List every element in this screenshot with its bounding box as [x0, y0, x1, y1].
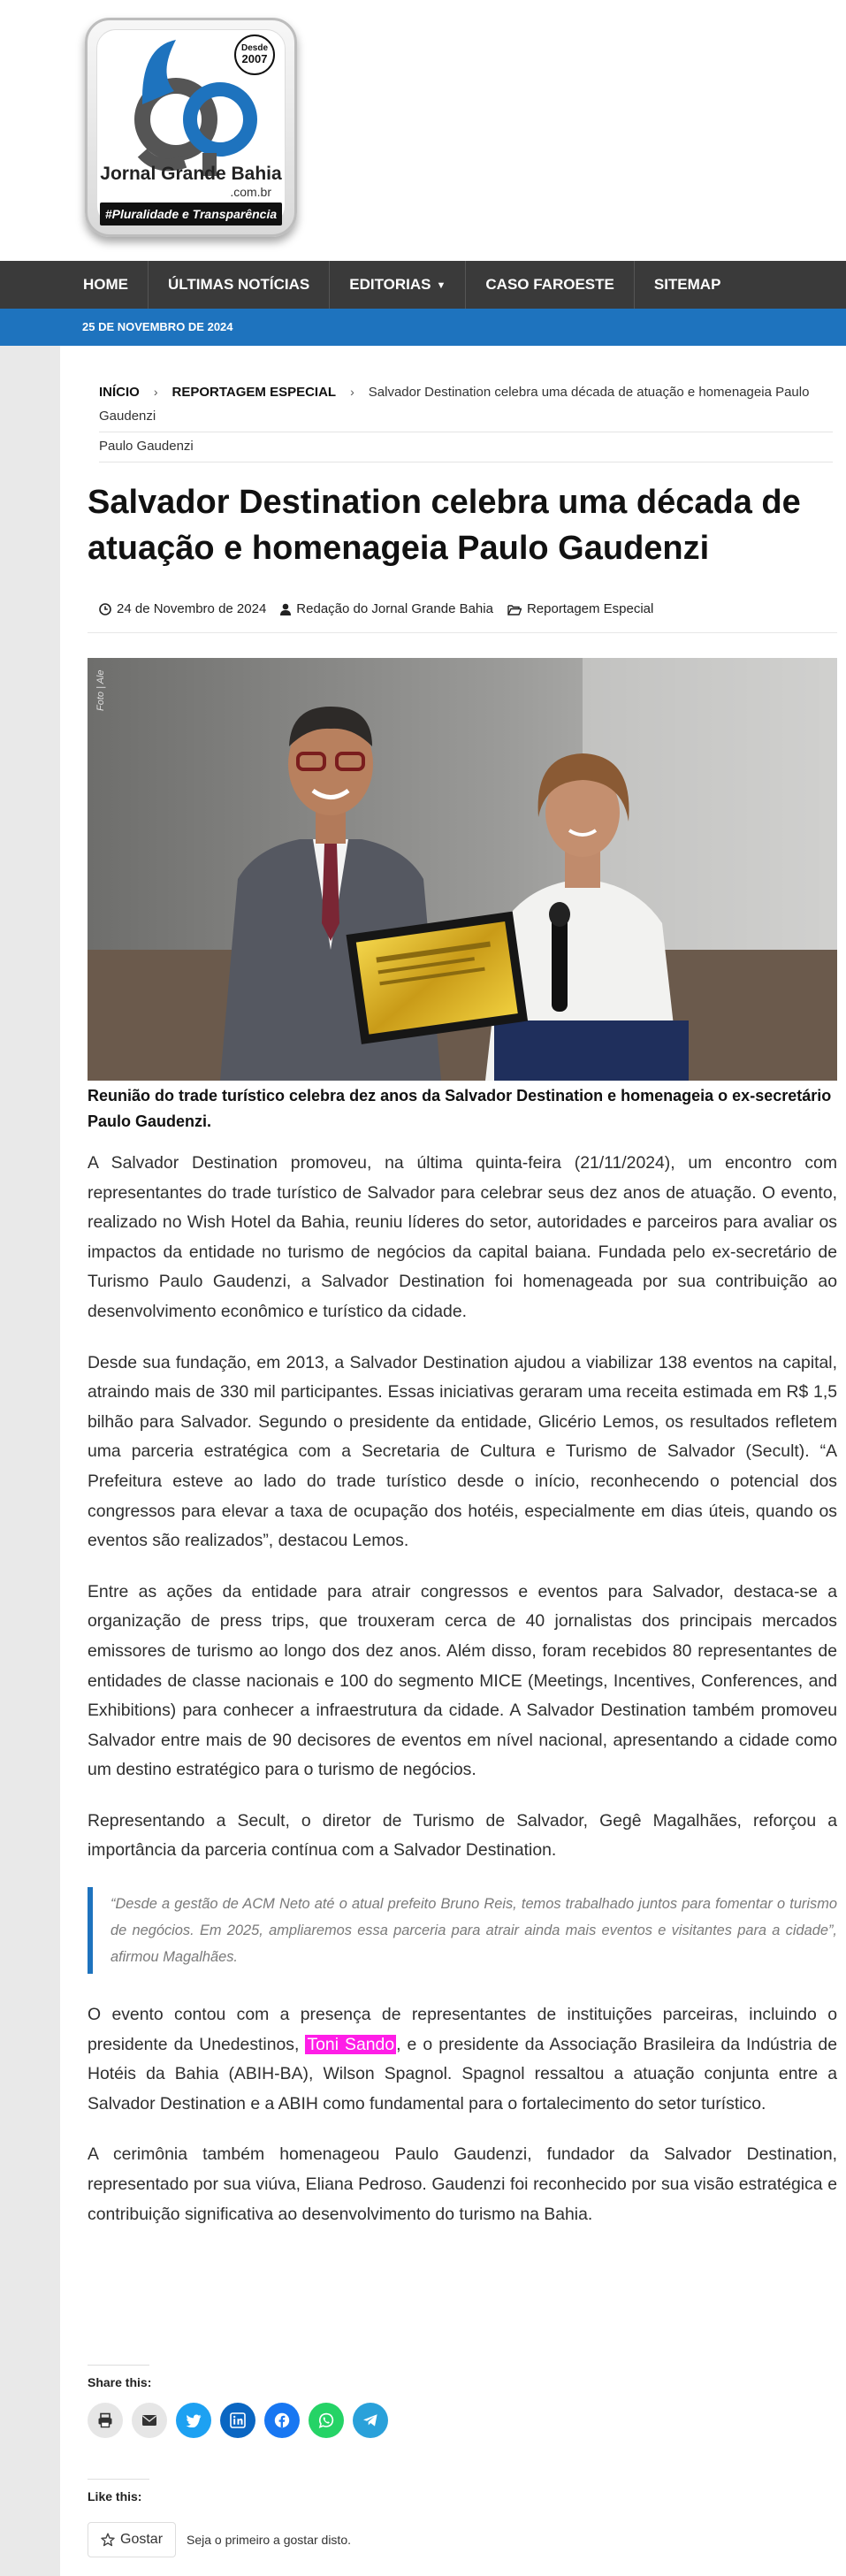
article-container	[60, 346, 846, 2576]
highlighted-text: Toni Sando	[307, 2034, 395, 2054]
meta-divider	[88, 632, 837, 633]
article-body	[88, 1149, 837, 2251]
site-header	[0, 0, 846, 261]
main-navigation	[0, 261, 846, 309]
whatsapp-icon	[318, 2412, 334, 2428]
nav-item-sitemap[interactable]	[635, 261, 741, 309]
nav-item-label: EDITORIAS	[349, 276, 431, 293]
paragraph-text: , e o presidente da Associação Brasileira da Indústria de Hotéis da Bahia (ABIH-BA), Wilson Spagnol. Spagnol ressaltou a atuação conjunta entre a Salvador Destination e a ABIH como fundamental para o fortalecimento do setor turístico.	[88, 2034, 838, 2114]
article-paragraph: A cerimônia também homenageou Paulo Gaudenzi, fundador da Salvador Destination, representado por sua viúva, Eliana Pedroso. Gaudenzi foi reconhecido por sua visão estratégica e contribuição significativa ao desenvolvimento do turismo na Bahia.	[88, 2144, 837, 2224]
nav-item-home[interactable]	[64, 261, 149, 309]
breadcrumb-home[interactable]: INÍCIO	[99, 385, 140, 400]
share-print-button[interactable]	[88, 2403, 123, 2438]
nav-item-ultimas-noticias[interactable]	[149, 261, 330, 309]
paragraph-text: O evento contou com a presença de representantes de instituições parceiras, incluindo o presidente da Unedestinos,	[88, 2005, 837, 2054]
post-author-text: Redação do Jornal Grande Bahia	[296, 601, 493, 616]
nav-list	[64, 261, 740, 309]
chevron-right-icon: ›	[153, 385, 158, 399]
article-paragraph: A Salvador Destination promoveu, na última quinta-feira (21/11/2024), um encontro com representantes do trade turístico de Salvador para celebrar seus dez anos de atuação. O evento, realizado no Wish Hotel da Bahia, reuniu líderes do setor, autoridades e parceiros para avaliar os impactos da entidade no turismo de negócios da capital baiana. Fundada pelo ex-secretário de Turismo Paulo Gaudenzi, a Salvador Destination foi homenageada por sua contribuição ao desenvolvimento econômico e turístico da cidade.	[88, 1153, 837, 1321]
like-button-label: Gostar	[120, 2532, 164, 2547]
nav-item-label: ÚLTIMAS NOTÍCIAS	[168, 276, 310, 293]
post-date	[99, 599, 266, 620]
nav-item-label: HOME	[83, 276, 128, 293]
site-logo[interactable]	[85, 18, 297, 237]
like-note: Seja o primeiro a gostar disto.	[187, 2533, 351, 2547]
chevron-down-icon: ▼	[436, 280, 446, 291]
logo-since-badge	[234, 34, 275, 75]
nav-item-label: CASO FAROESTE	[485, 276, 614, 293]
article-paragraph: Entre as ações da entidade para atrair congressos e eventos para Salvador, destaca-se a organização de press trips, que trouxeram cerca de 40 jornalistas dos principais mercados emissores de turismo ao longo dos dez anos. Além disso, foram recebidos 80 representantes de entidades de classe nacionais e 100 do segmento MICE (Meetings, Incentives, Conferences, and Exhibitions) para conhecer a infraestrutura da cidade. A Salvador Destination também promoveu Salvador entre mais de 90 decisores de eventos em nível nacional, apresentando a cidade como um destino estratégico para o turismo de negócios.	[88, 1581, 837, 1780]
nav-item-label: SITEMAP	[653, 276, 721, 293]
post-author[interactable]	[280, 599, 493, 620]
print-icon	[97, 2412, 113, 2428]
like-title: Like this:	[88, 2489, 142, 2503]
featured-photo	[88, 658, 837, 1081]
chevron-right-icon: ›	[350, 385, 354, 399]
post-date-text: 24 de Novembro de 2024	[117, 601, 267, 616]
share-email-button[interactable]	[132, 2403, 167, 2438]
share-telegram-button[interactable]	[353, 2403, 388, 2438]
breadcrumb	[99, 380, 813, 428]
article-paragraph: Representando a Secult, o diretor de Turismo de Salvador, Gegê Magalhães, reforçou a importância da parceria contínua com a Salvador Destination.	[88, 1810, 837, 1861]
breadcrumb-tag: Paulo Gaudenzi	[99, 439, 194, 454]
telegram-icon	[362, 2413, 378, 2427]
post-title: Salvador Destination celebra uma década de atuação e homenageia Paulo Gaudenzi	[88, 484, 801, 567]
article-paragraph	[88, 2000, 837, 2119]
like-row	[88, 2522, 351, 2557]
folder-open-icon	[507, 604, 522, 615]
article-quote: “Desde a gestão de ACM Neto até o atual prefeito Bruno Reis, temos trabalhado juntos para fomentar o turismo de negócios. Em 2025, ampliaremos essa parceria para atrair ainda mais eventos e visitantes para a cidade”, afirmou Magalhães.	[88, 1887, 837, 1974]
user-icon	[280, 603, 291, 615]
logo-since-label: Desde	[240, 43, 268, 53]
photo-credit: Foto | Ale	[95, 669, 106, 711]
linkedin-icon	[230, 2412, 246, 2428]
logo-tagline: #Pluralidade e Transparência	[100, 203, 282, 225]
share-linkedin-button[interactable]	[220, 2403, 255, 2438]
share-twitter-button[interactable]	[176, 2403, 211, 2438]
post-meta	[99, 599, 667, 620]
post-category-text: Reportagem Especial	[526, 601, 654, 616]
current-date: 25 DE NOVEMBRO DE 2024	[82, 320, 233, 333]
logo-since-year: 2007	[241, 52, 268, 65]
logo-title: Jornal Grande Bahia	[100, 164, 282, 184]
logo-domain: .com.br	[230, 185, 271, 199]
nav-item-caso-faroeste[interactable]	[466, 261, 634, 309]
facebook-icon	[274, 2412, 290, 2428]
nav-item-editorias[interactable]	[330, 261, 466, 309]
clock-icon	[99, 603, 111, 615]
share-buttons	[88, 2403, 397, 2438]
email-icon	[141, 2414, 157, 2427]
breadcrumb-category[interactable]: REPORTAGEM ESPECIAL	[171, 385, 337, 400]
image-caption: Reunião do trade turístico celebra dez anos da Salvador Destination e homenageia o ex-secretário Paulo Gaudenzi.	[88, 1087, 832, 1130]
share-whatsapp-button[interactable]	[309, 2403, 344, 2438]
star-icon	[101, 2533, 115, 2547]
post-category[interactable]	[507, 599, 653, 620]
like-button[interactable]	[88, 2522, 176, 2557]
breadcrumb-current: Salvador Destination celebra uma década de atuação e homenageia Paulo Gaudenzi	[99, 385, 810, 424]
share-facebook-button[interactable]	[264, 2403, 300, 2438]
share-title: Share this:	[88, 2375, 152, 2389]
twitter-icon	[186, 2414, 202, 2427]
date-bar	[0, 309, 846, 346]
featured-image[interactable]	[88, 658, 837, 1081]
logo-frame	[85, 18, 297, 237]
article-paragraph: Desde sua fundação, em 2013, a Salvador Destination ajudou a viabilizar 138 eventos na capital, atraindo mais de 330 mil participantes. Essas iniciativas geraram uma receita estimada em R$ 1,5 bilhão para Salvador. Segundo o presidente da entidade, Glicério Lemos, os resultados refletem uma parceria estratégica com a Secretaria de Cultura e Turismo de Salvador (Secult). “A Prefeitura esteve ao lado do trade turístico desde o início, reconhecendo o potencial dos congressos para elevar a taxa de ocupação dos hotéis, especialmente em dias úteis, quando os eventos são realizados”, destacou Lemos.	[88, 1352, 837, 1551]
